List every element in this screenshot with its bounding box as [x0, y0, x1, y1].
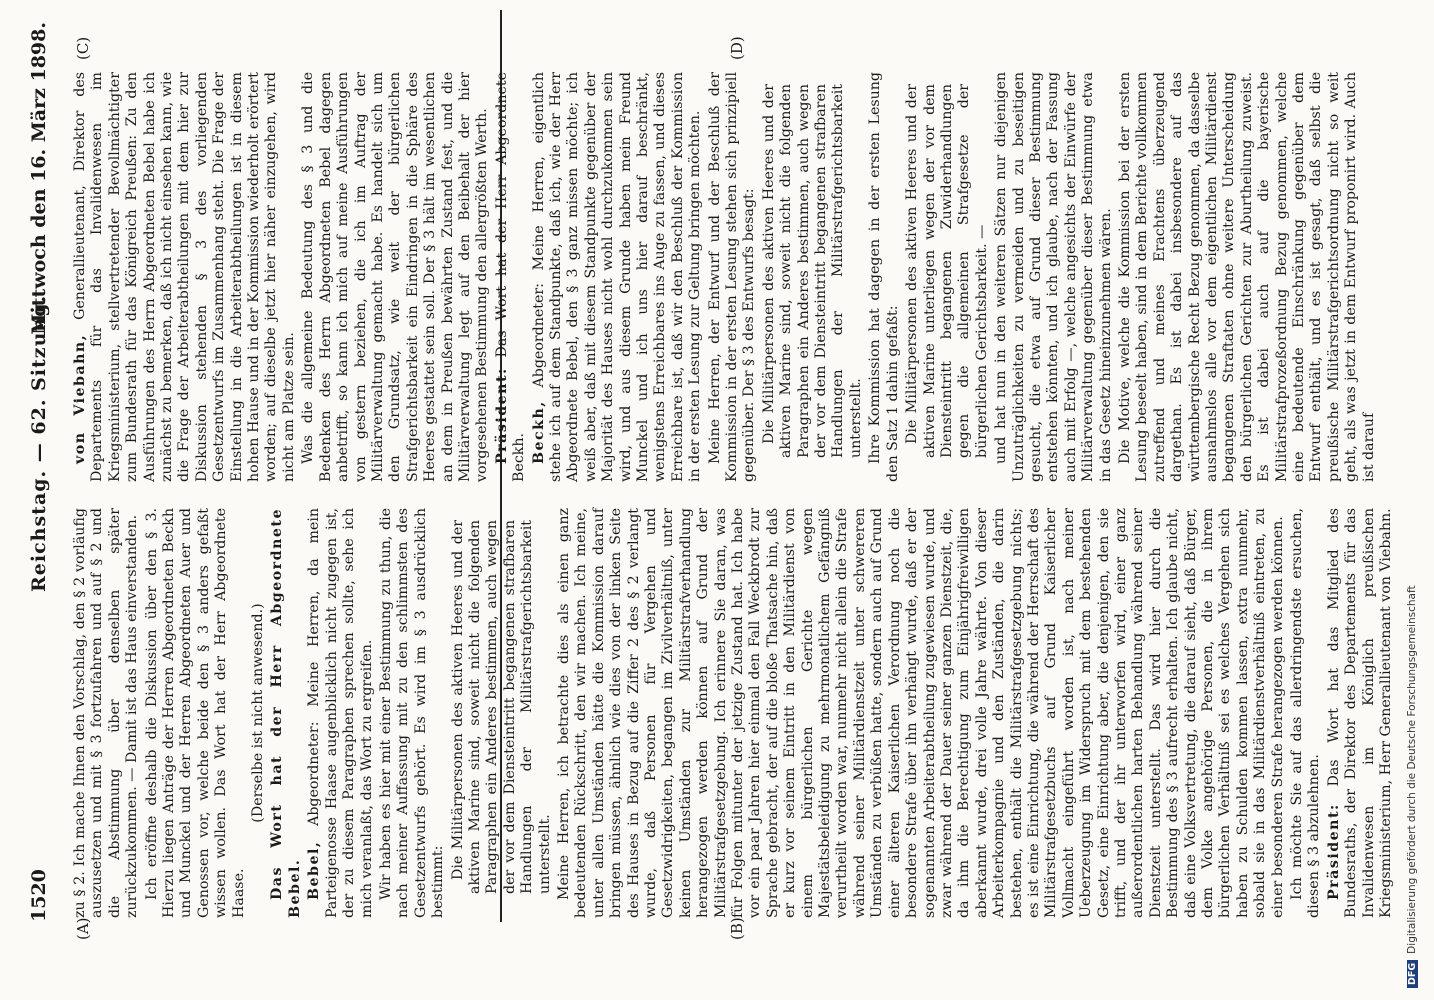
right-text-column [72, 72, 1377, 482]
paragraph [378, 508, 448, 918]
left-text-column [72, 508, 1395, 918]
paragraph [250, 508, 267, 918]
paragraph-text: Ich eröffne deshalb die Diskussion über den § 3. Hierzu liegen Anträge der Herren Abgeordneten Beckh und Munckel und der Herren Abgeordneten Auer und Genossen vor, welche beide den § 3 anders gefaßt wissen wollen. Das Wort hat der Herr Abgeordnete Haase. [143, 508, 247, 918]
paragraph-text: Ihre Kommission hat dagegen in der ersten Lesung den Satz 1 dahin gefaßt: [867, 72, 901, 482]
digitization-credit [1404, 8, 1430, 988]
margin-mark-a: (A) [74, 917, 92, 940]
paragraph-text: zu § 2. Ich mache Ihnen den Vorschlag, den § 2 vorläufig auszusetzen und mit § 3 fortzufahren und auf § 2 und die Abstimmung über denselben später zurückzukommen. — Damit ist das Haus einverstanden. [72, 508, 141, 918]
paragraph [1117, 72, 1378, 482]
paragraph [761, 84, 865, 458]
margin-mark-b: (B) [728, 917, 746, 940]
paragraph [904, 84, 991, 458]
paragraph-text: Ich möchte Sie auf das allerdringendste ersuchen, diesen § 3 abzulehnen. [1289, 508, 1323, 918]
margin-mark-c: (C) [74, 36, 92, 60]
paragraph-text: Die Militärpersonen des aktiven Heeres und der aktiven Marine unterliegen wegen der vor dem Diensteintritt begangenen Zuwiderhandlungen gegen die allgemeinen Strafgesetze der bürgerlichen Gerichtsbarkeit. — [904, 84, 990, 458]
paragraph [993, 72, 1115, 482]
paragraph [72, 72, 298, 482]
paragraph-text: Die Motive, welche die Kommission bei der ersten Lesung beseelt haben, sind in dem Berichte vollkommen zutreffend und meines Erachtens überzeugend dargethan. Es ist dabei insbesondere auf das württembergische Recht Bezug genommen, da dasselbe ausnahmslos alle vor dem eigentlichen Militärdienst begangenen Straftaten ohne weitere Unterscheidung den bürgerlichen Gerichten zur Aburtheilung zuweist. Es ist dabei auch auf die bayerische Militärstrafprozeßordnung Bezug genommen, welche eine bedeutende Einschränkung gegenüber dem Entwurf enthält, und es ist gesagt, daß selbst die preußische Militärstrafgerichtsordnung nicht so weit geht, als was jetzt in dem Entwurf proponirt wird. Auch ist darauf [1116, 72, 1377, 482]
paragraph-text: Wir haben es hier mit einer Bestimmung zu thun, die nach meiner Auffassung mit zu den schlimmsten des Gesetzentwurfs gehört. Es wird im § 3 ausdrücklich bestimmt: [377, 508, 447, 918]
paragraph [707, 72, 759, 482]
paragraph-text: Was die allgemeine Bedeutung des § 3 und die Bedenken des Herrn Abgeordneten Bebel dagegen anbetrifft, so kann ich mich auf meine Ausführungen von gestern beziehen, die ich im Auftrag der Militärverwaltung gemacht habe. Es handelt sich um den Grundsatz, wie weit der bürgerlichen Strafgerichtsbarkeit ein Eindringen in die Sphäre des Heeres gestattet sein soll. Der § 3 hält im wesentlichen an dem in Preußen bewährten Zustand fest, und die Militärverwaltung legt auf den Beibehalt der hier vorgesehenen Bestimmung den allergrößten Werth. [300, 72, 491, 482]
paragraph-text: Die Militärpersonen des aktiven Heeres und der aktiven Marine sind, soweit nicht die folgenden Paragraphen ein Anderes bestimmen, auch wegen der vor dem Diensteintritt begangenen strafbaren Handlungen der Militärstrafgerichtsbarkeit unterstellt. [449, 520, 553, 894]
running-title: Reichstag. — 62. Sitzung. [28, 294, 50, 592]
paragraph [867, 72, 902, 482]
paragraph [306, 508, 376, 918]
paragraph [556, 508, 1287, 918]
paragraph [269, 508, 304, 918]
credit-text: Digitalisierung gefördert durch die Deutsche Forschungsgemeinschaft [1406, 585, 1418, 954]
page-number: 1520 [28, 869, 50, 922]
paragraph-text: Generallieutenant, Direktor des Departements für das Invalidenwesen im Kriegsministerium, stellvertretender Bevollmächtigter zum Bundesrath für das Königreich Preußen: Zu den Ausführungen des Herrn Abgeordneten Bebel habe ich zunächst zu bemerken, daß ich nicht einsehen kann, wie die Frage der Arbeiterabtheilungen mit dem hier zur Diskussion stehenden § 3 des vorliegenden Gesetzentwurfs im Zusammenhang steht. Die Frage der Einstellung in die Arbeiterabtheilungen ist in diesem hohen Hause und in der Kommission wiederholt erörtert worden; auf dieselbe jetzt hier näher einzugehen, wird nicht am Platze sein. [72, 72, 297, 482]
dfg-logo-icon: DFG [1407, 960, 1418, 988]
paragraph [494, 72, 529, 482]
margin-mark-d: (D) [728, 36, 746, 60]
speaker-name: von Viebahn, [72, 333, 88, 464]
paragraph-text: Meine Herren, ich betrachte dies als einen ganz bedeutenden Rückschritt, den wir machen. Ich meine, unter allen Umständen hätte die Kommission darauf bringen müssen, ähnlich wie dies von der linken Seite des Hauses in Bezug auf die Ziffer 2 des § 2 verlangt wurde, daß Personen für Vergehen und Gesetzwidrigkeiten, begangen im Zivilverhältniß, unter keinen Umständen zur Militärstrafverhandlung herangezogen werden können auf Grund der Militärstrafgesetzgebung. Ich erinnere Sie daran, was für Folgen mitunter der jetzige Zustand hat. Ich habe vor ein paar Jahren hier einmal den Fall Weckbrodt zur Sprache gebracht, der auf die bloße Thatsache hin, daß er kurz vor seinem Eintritt in den Militärdienst von einem bürgerlichen Gerichte wegen Majestätsbeleidigung zu mehrmonatlichem Gefängniß verurtheilt worden war, nunmehr nicht allein die Strafe während seiner Militärdienstzeit unter schwereren Umständen zu verbüßen hatte, sondern auch auf Grund einer älteren Kaiserlichen Verordnung noch die besondere Strafe über ihn verhängt wurde, daß er der sogenannten Arbeiterabtheilung zugewiesen wurde, und zwar während der Dauer seiner ganzen Dienstzeit, die, da ihm die Berechtigung zum Einjährigfreiwilligen aberkannt wurde, drei volle Jahre währte. Von dieser Arbeiterkompagnie und den Zuständen, die darin bestehen, enthält die Militärstrafgesetzgebung nichts; es ist eine Einrichtung, die während der Herrschaft des Militärstrafgesetzbuchs auf Grund Kaiserlicher Vollmacht eingeführt worden ist, nach meiner Ueberzeugung im Widerspruch mit dem bestehenden Gesetz, eine Einrichtung aber, die denjenigen, den sie trifft, und der ihr unterworfen wird, einer ganz außerordentlichen harten Behandlung während seiner Dienstzeit unterstellt. Das wird hier durch die Bestimmung des § 3 aufrecht erhalten. Ich glaube nicht, daß eine Volksvertretung, die darauf sieht, daß Bürger, dem Volke angehörige Personen, die in ihrem bürgerlichen Verhältniß sei es welches Vergehen sich haben zu Schulden kommen lassen, extra nunmehr, sobald sie in das Militärdienstverhältniß eintreten, zu einer besonderen Strafe herangezogen werden können. [555, 508, 1286, 918]
speaker-name: Bebel, [306, 840, 323, 900]
speaker-name: Präsident: [1325, 803, 1342, 900]
paragraph-text: Abgeordneter: Meine Herren, da mein Parteigenosse Haase augenblicklich nicht zugegen ist, der zu diesem Paragraphen sprechen sollte, sehe ich mich veranlaßt, das Wort zu ergreifen. [306, 508, 375, 918]
session-date: Mittwoch den 16. März 1898. [28, 22, 50, 335]
paragraph [531, 72, 705, 482]
paragraph [144, 508, 248, 918]
paragraph-text: (Derselbe ist nicht anwesend.) [250, 603, 267, 823]
paragraph [1326, 508, 1396, 918]
speaker-name: Beckh, [530, 400, 547, 464]
paragraph-text: Die Militärpersonen des aktiven Heeres und der aktiven Marine sind, soweit nicht die folgenden Paragraphen ein Anderes bestimmen, auch wegen der vor dem Diensteintritt begangenen strafbaren Handlungen der Militärstrafgerichtsbarkeit unterstellt. [760, 84, 864, 458]
paragraph [1289, 508, 1324, 918]
speaker-name: Präsident: [493, 367, 510, 464]
paragraph-text: und hat nun in den weiteren Sätzen nur diejenigen Unzuträglichkeiten zu vermeiden und zu beseitigen gesucht, die etwa auf Grund dieser Bestimmung entstehen könnten, und ich glaube, nach der Fassung auch mit Erfolg —, welche angesichts der Einwürfe der Militärverwaltung gegenüber dieser Bestimmung etwa in das Gesetz hineinzunehmen wären. [993, 72, 1114, 482]
paragraph-text: Meine Herren, der Entwurf und der Beschluß der Kommission in der ersten Lesung stehen sich prinzipiell gegenüber. Der § 3 des Entwurfs besagt: [706, 72, 758, 482]
paragraph-text: Abgeordneter: Meine Herren, eigentlich stehe ich auf dem Standpunkte, daß ich, wie der Herr Abgeordnete Bebel, den § 3 ganz missen möchte; ich weiß aber, daß mit diesem Standpunkte gegenüber der Majorität des Hauses nicht wohl durchzukommen sein wird, und aus diesem Grunde haben mein Freund Munckel und ich uns hier darauf beschränkt, wenigstens Erreichbares ins Auge zu fassen, und dieses Erreichbare ist, daß wir den Beschluß der Kommission in der ersten Lesung zur Geltung bringen möchten. [530, 72, 704, 482]
paragraph-text: Das Wort hat der Herr Abgeordnete Beckh. [493, 72, 528, 482]
speaker-name: Das Wort hat der Herr Abgeordnete Bebel. [269, 508, 303, 918]
paragraph [300, 72, 491, 482]
paragraph-text: Das Wort hat das Mitglied des Bundesraths, der Direktor des Departements für das Invalidenwesen im Königlich preußischen Kriegsministerium, Herr Generallieutenant von Viebahn. [1325, 508, 1395, 918]
page-header [18, 12, 58, 922]
paragraph [72, 508, 142, 918]
